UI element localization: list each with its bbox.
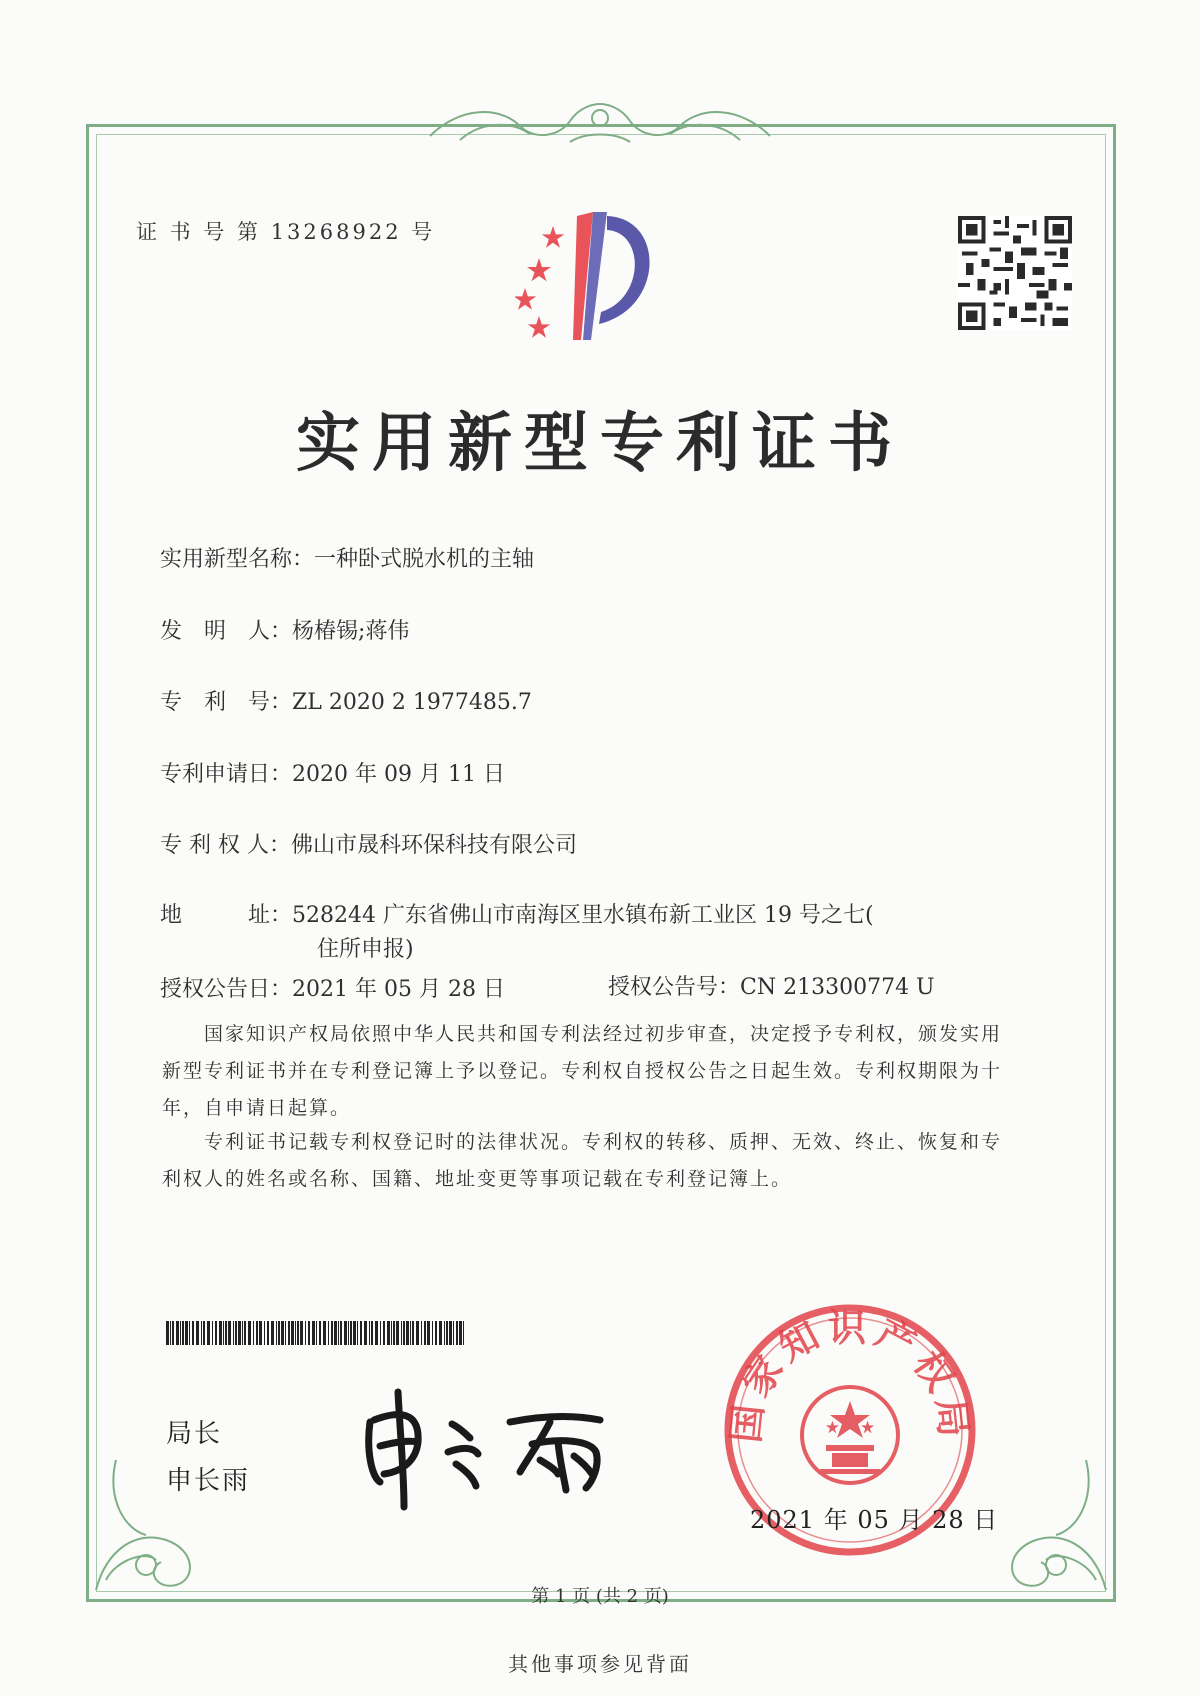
director-title: 局长: [166, 1419, 223, 1449]
legal-paragraph-1: [162, 1016, 1062, 1127]
field-value: CN 213300774 U: [740, 975, 935, 1000]
field-value: 一种卧式脱水机的主轴: [314, 547, 535, 572]
field-value: 佛山市晟科环保科技有限公司: [290, 833, 577, 858]
field-value: 528244 广东省佛山市南海区里水镇布新工业区 19 号之七(: [292, 903, 874, 928]
certificate-title: 实用新型专利证书: [296, 407, 904, 481]
field-grant-date: [160, 972, 505, 1003]
footer-note: 其他事项参见背面: [508, 1652, 692, 1676]
patent-office-logo-icon: [515, 208, 695, 348]
field-value: ZL 2020 2 1977485.7: [292, 690, 532, 715]
page-number: 第 1 页 (共 2 页): [531, 1586, 669, 1607]
field-patent-number: [160, 685, 532, 716]
field-label: 发 明 人：: [160, 619, 293, 644]
paragraph-line: 年，自申请日起算。: [162, 1097, 352, 1119]
seal-date: 2021 年 05 月 28 日: [750, 1506, 999, 1534]
field-label: 专利申请日：: [160, 762, 293, 787]
field-inventor: [160, 614, 409, 645]
field-label: 授权公告日：: [160, 977, 293, 1002]
paragraph-line: 利权人的姓名或名称、国籍、地址变更等事项记载在专利登记簿上。: [162, 1168, 793, 1190]
barcode-icon: [166, 1321, 466, 1345]
field-value: 2020 年 09 月 11 日: [292, 762, 505, 787]
paragraph-line: 新型专利证书并在专利登记簿上予以登记。专利权自授权公告之日起生效。专利权期限为十: [162, 1060, 1003, 1082]
paragraph-line: 国家知识产权局依照中华人民共和国专利法经过初步审查，决定授予专利权，颁发实用: [162, 1023, 1003, 1045]
national-emblem-icon: [802, 1387, 898, 1483]
field-label: 专 利 号：: [160, 690, 293, 715]
field-filing-date: [160, 757, 505, 788]
legal-paragraph-2: [162, 1124, 1062, 1198]
field-label: 地 址：: [160, 903, 293, 928]
svg-text:国家知识产权局: 国家知识产权局: [723, 1306, 977, 1445]
field-address-line2: 住所申报): [317, 937, 414, 962]
field-grant-number: [608, 970, 935, 1001]
field-value: 2021 年 05 月 28 日: [292, 977, 505, 1002]
field-utility-model-name: [160, 542, 534, 573]
director-signature: [360, 1382, 620, 1512]
field-patentee: [160, 828, 577, 859]
field-label: 授权公告号：: [608, 975, 741, 1000]
field-address: [160, 898, 874, 929]
field-label: 专 利 权 人：: [160, 833, 291, 858]
director-name: 申长雨: [166, 1466, 251, 1496]
top-ornament: [420, 96, 780, 152]
certificate-number: 证 书 号 第 13268922 号: [136, 220, 436, 244]
paragraph-line: 专利证书记载专利权登记时的法律状况。专利权的转移、质押、无效、终止、恢复和专: [162, 1131, 1003, 1153]
qr-code-icon: [958, 216, 1072, 330]
field-value: 杨椿锡;蒋伟: [292, 619, 410, 644]
field-label: 实用新型名称：: [160, 547, 315, 572]
